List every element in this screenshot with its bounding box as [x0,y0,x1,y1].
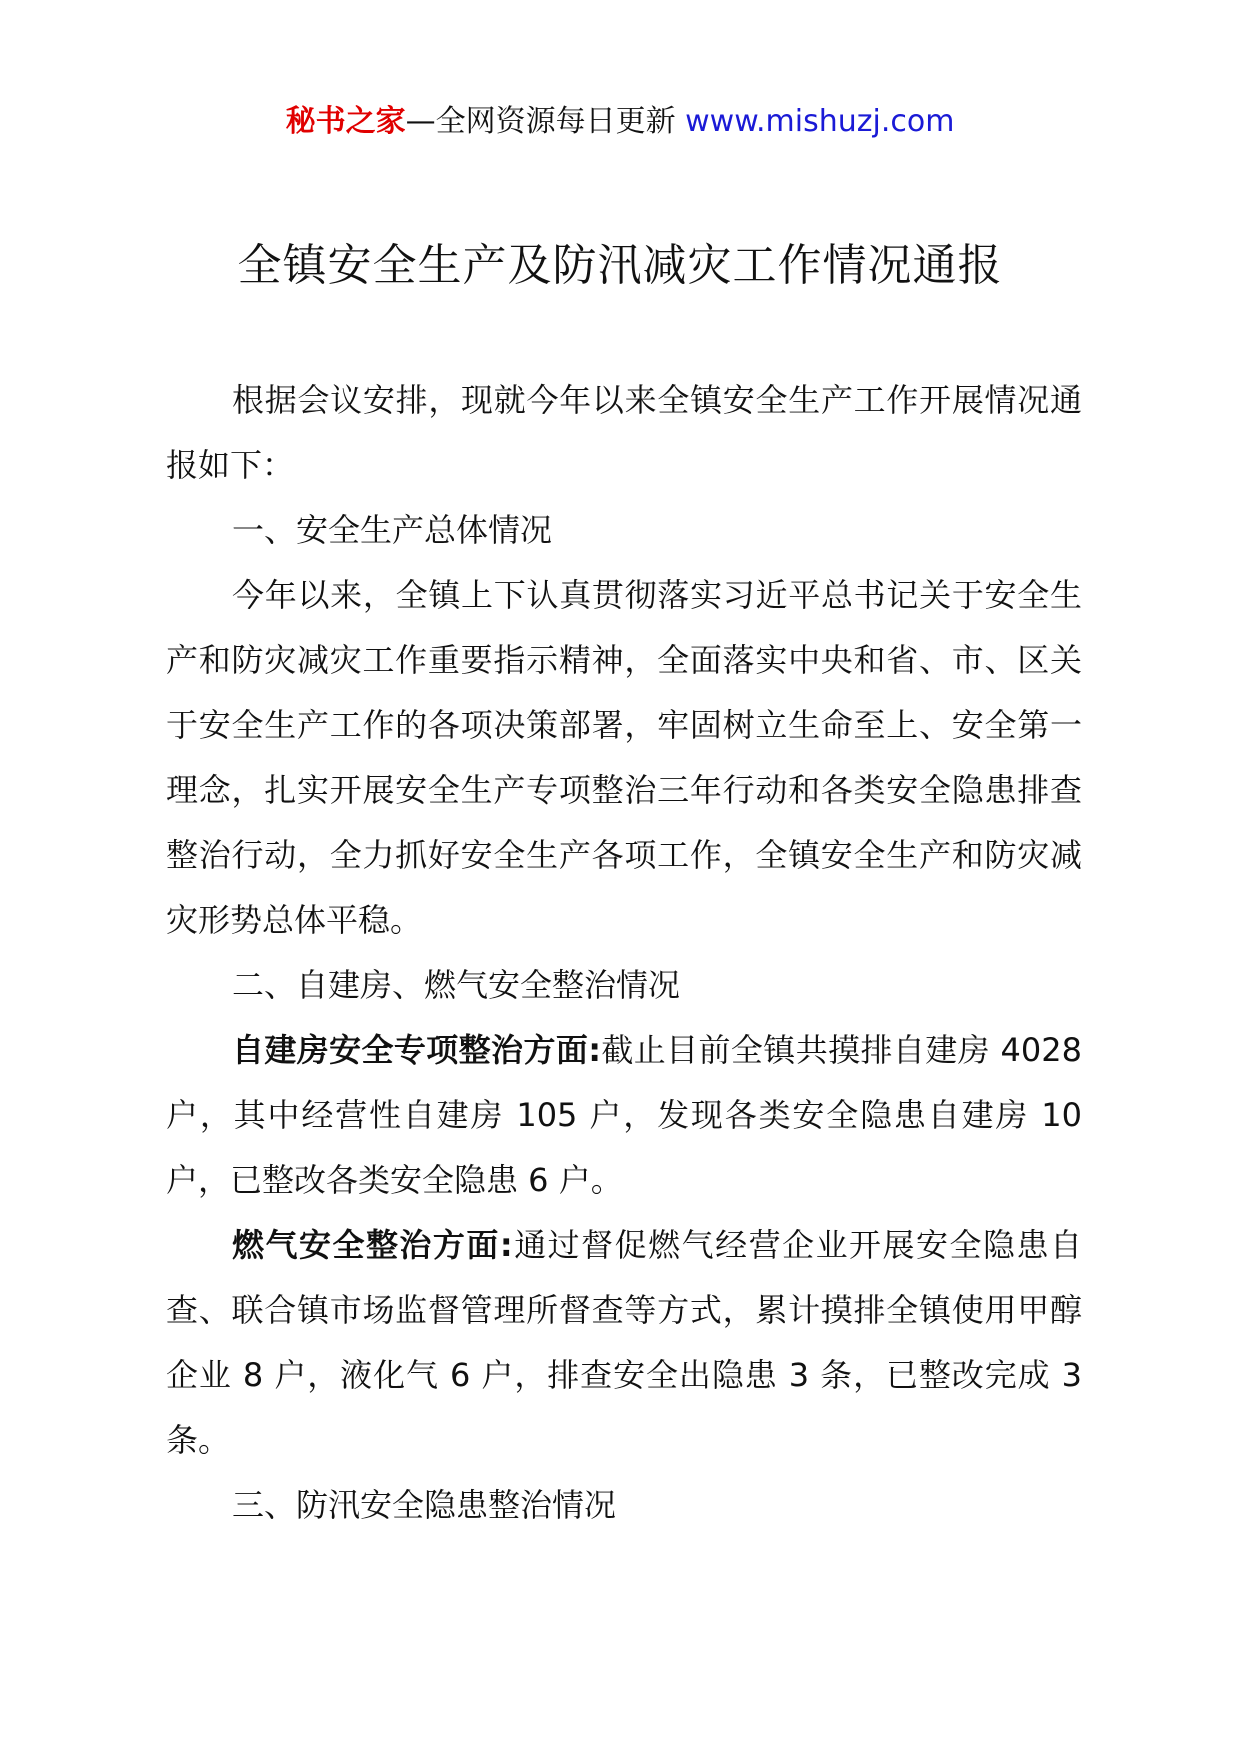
paragraph-overall-situation: 今年以来，全镇上下认真贯彻落实习近平总书记关于安全生产和防灾减灾工作重要指示精神，全面落实中央和省、市、区关于安全生产工作的各项决策部署，牢固树立生命至上、安全第一理念，扎实开展安全生产专项整治三年行动和各类安全隐患排查整治行动，全力抓好安全生产各项工作，全镇安全生产和防灾减灾形势总体平稳。 [166,576,1082,939]
self-built-housing-text: 截止目前全镇共摸排自建房 4028 户，其中经营性自建房 105 户，发现各类安全隐患自建房 10 户，已整改各类安全隐患 6 户。 [166,1031,1082,1199]
intro-paragraph: 根据会议安排，现就今年以来全镇安全生产工作开展情况通报如下： [166,381,1082,484]
paragraph-gas-safety [166,1213,1082,1473]
header-banner [0,98,1240,146]
paragraph-self-built-housing [166,1018,1082,1213]
banner-brand: 秘书之家 [285,104,406,139]
self-built-housing-lead: 自建房安全专项整治方面: [232,1031,602,1069]
banner-url-link[interactable]: www.mishuzj.com [685,104,955,139]
document-body [166,368,1082,1538]
section-heading-3: 三、防汛安全隐患整治情况 [232,1486,617,1524]
section-heading-2: 二、自建房、燃气安全整治情况 [232,966,681,1004]
gas-safety-lead: 燃气安全整治方面: [232,1226,513,1264]
banner-tagline: —全网资源每日更新 [405,104,686,139]
gas-safety-text: 通过督促燃气经营企业开展安全隐患自查、联合镇市场监督管理所督查等方式，累计摸排全镇使用甲醇企业 8 户，液化气 6 户，排查安全出隐患 3 条，已整改完成 3 条。 [166,1226,1082,1459]
section-heading-1: 一、安全生产总体情况 [232,511,553,549]
document-title: 全镇安全生产及防汛减灾工作情况通报 [237,240,1003,291]
